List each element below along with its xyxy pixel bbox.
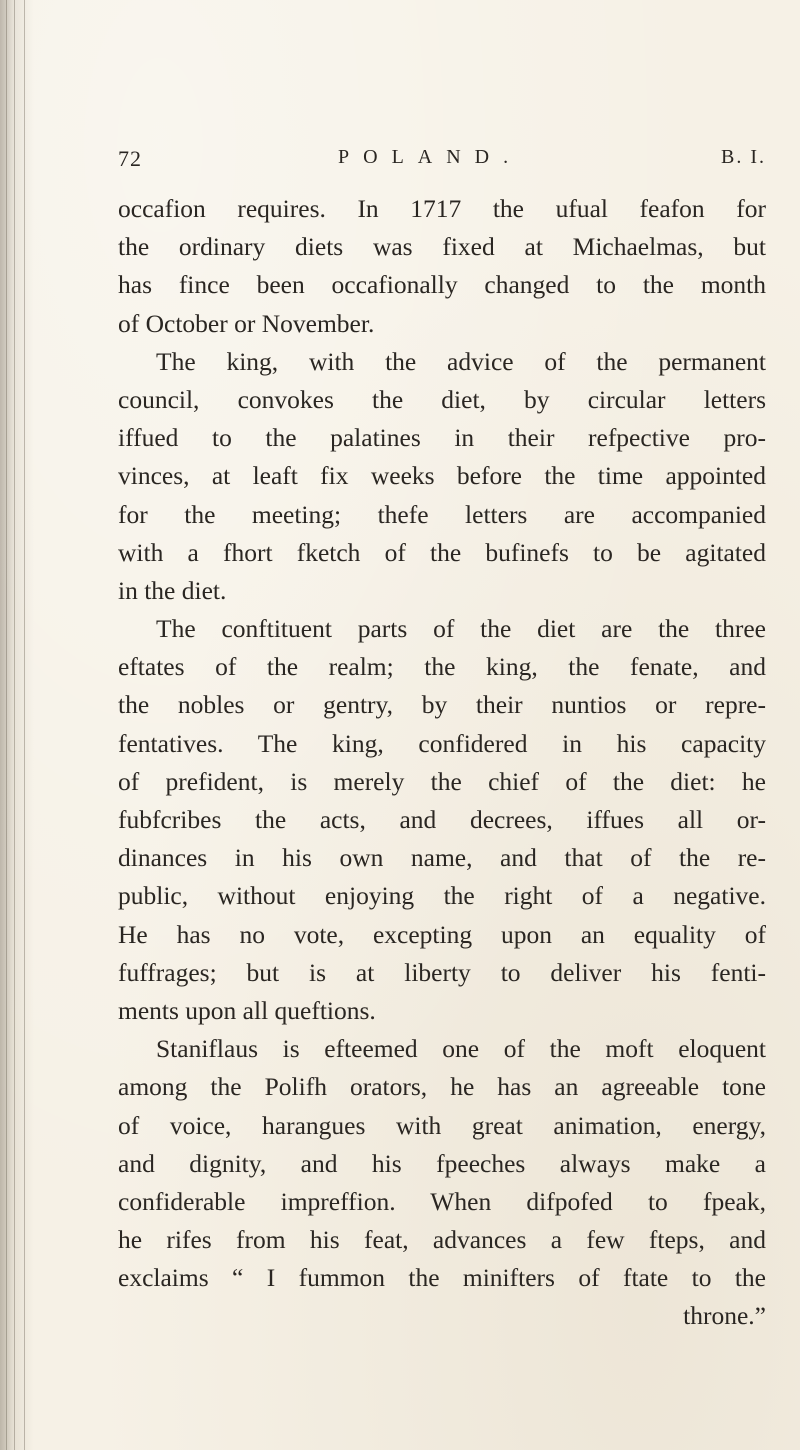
text-line: among the Polifh orators, he has an agreeable tone	[118, 1072, 766, 1102]
text-line: of prefident, is merely the chief of the diet: he	[118, 766, 766, 796]
body-text	[118, 190, 766, 1336]
text-line: with a fhort fketch of the bufinefs to be agitated	[118, 537, 766, 567]
paragraph-end-line: ments upon all queftions.	[118, 995, 376, 1025]
text-line: fuffrages; but is at liberty to deliver his fenti-	[118, 957, 766, 987]
paragraph-end-line: of October or November.	[118, 308, 375, 338]
text-line: the ordinary diets was fixed at Michaelmas, but	[118, 232, 766, 262]
paragraph-end-line: in the diet.	[118, 575, 227, 605]
text-line: iffued to the palatines in their refpective pro-	[118, 423, 766, 453]
text-line: he rifes from his feat, advances a few fteps, and	[118, 1225, 766, 1255]
gutter-edge-line	[14, 0, 15, 1450]
paragraph-start-line: The king, with the advice of the permanent	[156, 346, 766, 376]
paragraph-end-line: throne.”	[683, 1301, 766, 1331]
text-line: exclaims “ I fummon the minifters of ftate to the	[118, 1263, 766, 1293]
running-title: POLAND.	[338, 146, 523, 168]
text-line: He has no vote, excepting upon an equality of	[118, 919, 766, 949]
gutter-edge-line	[24, 0, 25, 1450]
page-number: 72	[118, 146, 142, 171]
paragraph-start-line: The conftituent parts of the diet are the three	[156, 614, 766, 644]
text-line: fentatives. The king, confidered in his capacity	[118, 728, 766, 758]
text-line: eftates of the realm; the king, the fenate, and	[118, 652, 766, 682]
page-header	[118, 146, 766, 180]
text-line: council, convokes the diet, by circular letters	[118, 384, 766, 414]
gutter-edge-line	[6, 0, 7, 1450]
text-line: has fince been occafionally changed to the month	[118, 270, 766, 300]
text-line: dinances in his own name, and that of the re-	[118, 843, 766, 873]
book-reference: B. I.	[721, 146, 766, 168]
text-line: vinces, at leaft fix weeks before the time appointed	[118, 461, 766, 491]
text-line: the nobles or gentry, by their nuntios or repre-	[118, 690, 766, 720]
text-line: for the meeting; thefe letters are accompanied	[118, 499, 766, 529]
text-line: occafion requires. In 1717 the ufual feafon for	[118, 194, 766, 223]
text-line: fubfcribes the acts, and decrees, iffues all or-	[118, 805, 766, 834]
text-line: public, without enjoying the right of a negative.	[118, 881, 766, 911]
paragraph-start-line: Staniflaus is efteemed one of the moft eloquent	[156, 1034, 766, 1064]
text-line: of voice, harangues with great animation, energy,	[118, 1110, 766, 1140]
text-line: and dignity, and his fpeeches always make a	[118, 1148, 766, 1178]
text-line: confiderable impreffion. When difpofed to fpeak,	[118, 1186, 766, 1216]
